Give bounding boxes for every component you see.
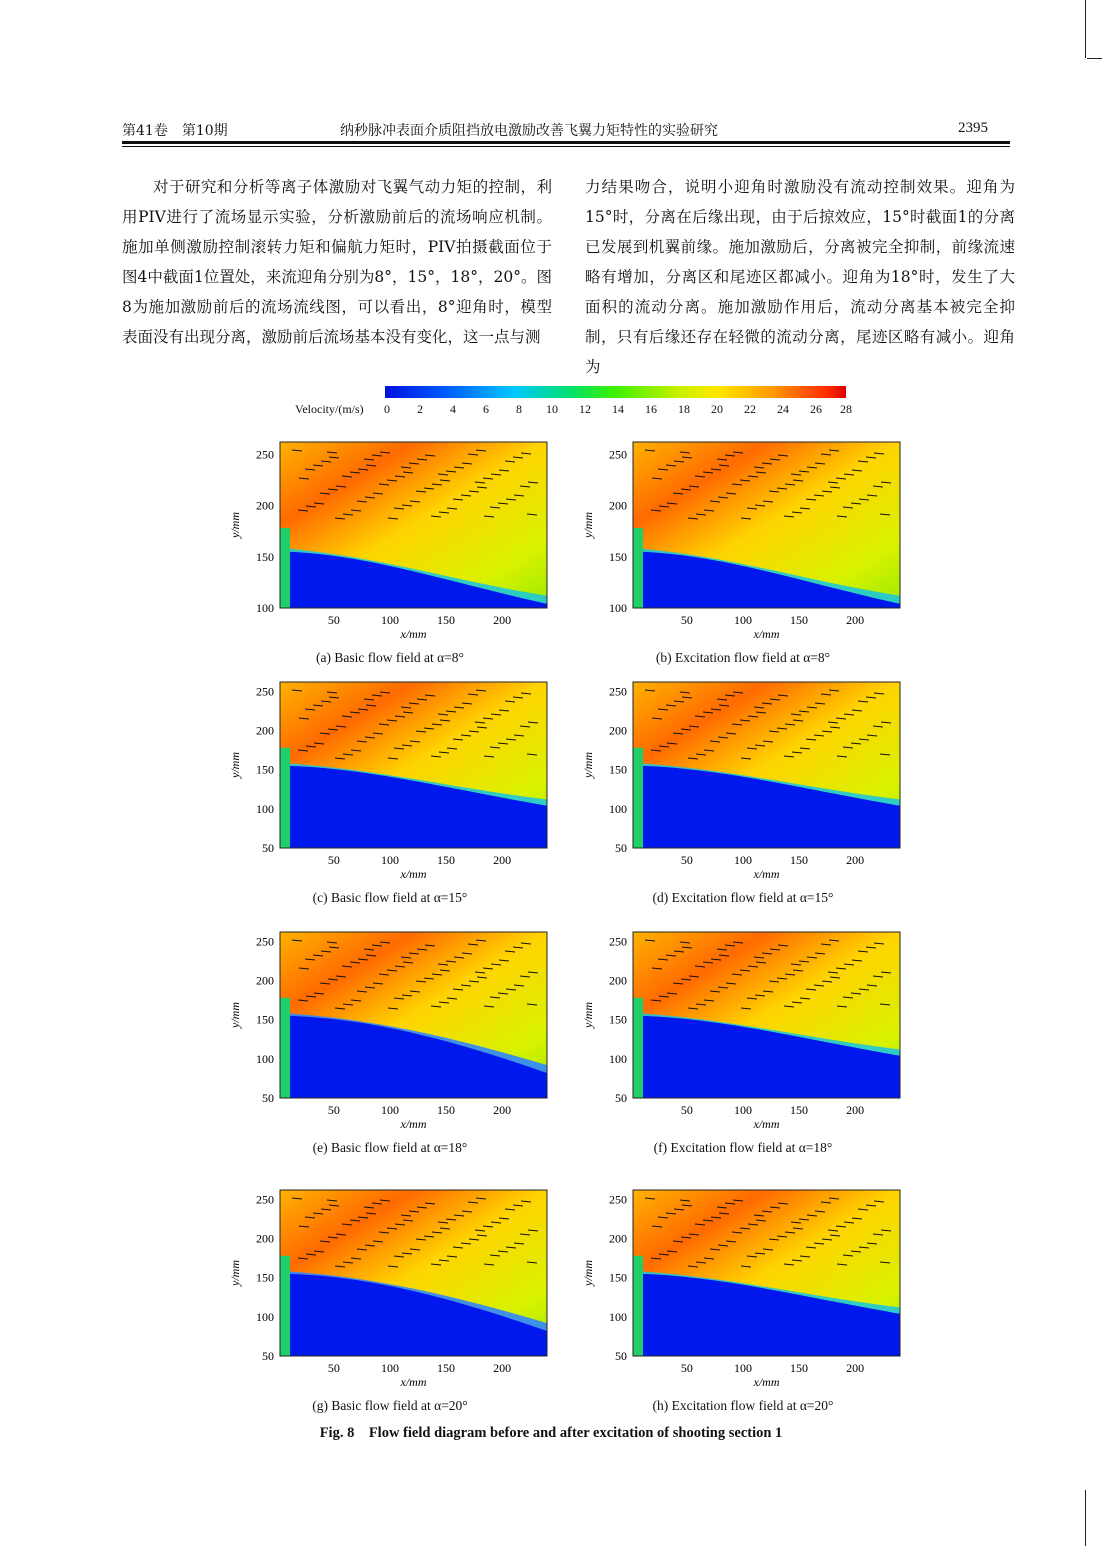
colorbar-tick: 0: [384, 402, 390, 416]
text-line: 还存在轻微的流动分离，尾迹区略有减小。迎角为: [585, 328, 1015, 376]
y-tick-label: 250: [609, 1192, 627, 1207]
velocity-contour-plot: [578, 678, 908, 898]
y-axis-label: y/mm: [581, 1260, 595, 1286]
y-tick-label: 50: [615, 841, 627, 855]
volume-issue: 第41卷 第10期: [122, 123, 228, 139]
running-title: 纳秒脉冲表面介质阻挡放电激励改善飞翼力矩特性的实验研究: [340, 123, 718, 139]
x-tick-label: 150: [790, 1361, 809, 1375]
y-tick-label: 200: [256, 1231, 274, 1246]
y-tick-label: 150: [609, 549, 627, 564]
x-axis-label: x/mm: [400, 627, 427, 641]
text-line: 的控制，利用PIV进行了流场显示实验，分析激励前: [122, 178, 552, 226]
x-axis-label: x/mm: [753, 627, 780, 641]
y-tick-label: 100: [256, 1309, 274, 1324]
y-tick-label: 200: [609, 1231, 627, 1246]
y-tick-label: 100: [609, 1309, 627, 1324]
panel-caption: (h) Excitation flow field at α=20°: [652, 1398, 834, 1413]
y-tick-label: 150: [256, 762, 274, 777]
text-line: 加激励作用后，流动分离基本被完全抑制，只有后缘: [585, 298, 1015, 346]
y-tick-label: 250: [609, 447, 627, 462]
y-tick-label: 250: [256, 447, 274, 462]
y-axis-label: y/mm: [228, 752, 242, 778]
x-tick-label: 50: [680, 1103, 693, 1117]
flow-panel: [225, 928, 555, 1178]
leading-edge-region: [633, 998, 643, 1098]
body-column-right: [585, 172, 1015, 382]
panel-caption: (a) Basic flow field at α=8°: [316, 650, 464, 665]
text-line: 后的流场响应机制。施加单侧激励控制滚转力矩和: [122, 208, 552, 256]
colorbar-tick: 24: [777, 402, 789, 416]
x-tick-label: 100: [380, 853, 399, 867]
x-tick-label: 200: [846, 1103, 865, 1117]
text-line: 力结果吻合，说明小迎角时激励没有流动控制效果。: [585, 178, 967, 196]
y-axis-label: y/mm: [228, 1002, 242, 1028]
x-tick-label: 200: [846, 613, 865, 627]
x-tick-label: 200: [846, 1361, 865, 1375]
flow-panel: [225, 438, 555, 688]
text-line: 偏航力矩时，PIV拍摄截面位于图4中截面1位置处，: [122, 238, 552, 286]
panel-caption: (g) Basic flow field at α=20°: [312, 1398, 468, 1413]
x-tick-label: 150: [437, 613, 456, 627]
text-line: 迎角为15°时，分离在后缘出现，由于后掠效应，15°时: [585, 178, 1015, 226]
x-tick-label: 100: [380, 1103, 399, 1117]
y-tick-label: 50: [615, 1091, 627, 1105]
x-tick-label: 150: [437, 1103, 456, 1117]
y-tick-label: 200: [609, 973, 627, 988]
colorbar-label: Velocity/(m/s): [295, 402, 364, 416]
panel-caption: (c) Basic flow field at α=15°: [312, 890, 468, 905]
y-tick-label: 150: [256, 1012, 274, 1027]
x-tick-label: 50: [680, 1361, 693, 1375]
y-tick-label: 100: [609, 601, 627, 615]
crop-mark-right: [1087, 58, 1102, 59]
x-tick-label: 50: [680, 853, 693, 867]
y-tick-label: 250: [609, 934, 627, 949]
colorbar-tick: 10: [546, 402, 558, 416]
leading-edge-region: [633, 528, 643, 608]
x-tick-label: 100: [380, 1361, 399, 1375]
x-tick-label: 50: [327, 1361, 340, 1375]
y-tick-label: 250: [609, 684, 627, 699]
x-tick-label: 150: [437, 1361, 456, 1375]
text-line: 出现分离，激励前后流场基本没有变化，这一点与测: [184, 328, 541, 346]
x-tick-label: 150: [790, 1103, 809, 1117]
y-tick-label: 50: [262, 1091, 274, 1105]
body-paragraph: [122, 172, 552, 352]
crop-mark-top: [1085, 0, 1086, 58]
y-tick-label: 200: [609, 723, 627, 738]
y-tick-label: 100: [609, 1051, 627, 1066]
colorbar-tick: 18: [678, 402, 690, 416]
y-tick-label: 250: [256, 684, 274, 699]
text-line: 被完全抑制，前缘流速略有增加，分离区和尾迹区都: [585, 238, 1015, 286]
x-tick-label: 100: [733, 1361, 752, 1375]
flow-panel: [225, 1186, 555, 1436]
x-tick-label: 100: [380, 613, 399, 627]
panel-caption: (b) Excitation flow field at α=8°: [655, 650, 831, 665]
y-axis-label: y/mm: [581, 752, 595, 778]
x-tick-label: 200: [493, 613, 512, 627]
x-axis-label: x/mm: [400, 867, 427, 881]
crop-mark-bottom: [1085, 1490, 1086, 1546]
y-tick-label: 50: [615, 1349, 627, 1363]
x-tick-label: 100: [733, 1103, 752, 1117]
text-line: 来流迎角分别为8°，15°，18°，20°。图8为施加激励前: [122, 268, 552, 316]
y-tick-label: 150: [609, 1270, 627, 1285]
colorbar-tick: 2: [417, 402, 423, 416]
panel-caption: (e) Basic flow field at α=18°: [312, 1140, 468, 1155]
panel-caption: (d) Excitation flow field at α=15°: [652, 890, 834, 905]
y-tick-label: 150: [609, 1012, 627, 1027]
x-tick-label: 50: [327, 1103, 340, 1117]
leading-edge-region: [280, 1256, 290, 1356]
velocity-contour-plot: [578, 438, 908, 658]
y-tick-label: 100: [609, 801, 627, 816]
x-tick-label: 200: [493, 1361, 512, 1375]
x-axis-label: x/mm: [753, 867, 780, 881]
x-tick-label: 100: [733, 613, 752, 627]
y-tick-label: 100: [256, 601, 274, 615]
text-line: 截面1的分离已发展到机翼前缘。施加激励后，分离: [585, 208, 1015, 256]
colorbar-tick: 4: [450, 402, 456, 416]
colorbar-tick: 28: [840, 402, 852, 416]
x-tick-label: 200: [493, 853, 512, 867]
flow-panel: [225, 678, 555, 928]
velocity-colorbar: [295, 382, 865, 422]
colorbar-tick: 22: [744, 402, 756, 416]
colorbar-tick: 20: [711, 402, 723, 416]
leading-edge-region: [280, 748, 290, 848]
y-axis-label: y/mm: [581, 1002, 595, 1028]
y-tick-label: 100: [256, 1051, 274, 1066]
header-rule-thin: [122, 146, 1010, 147]
flow-panel: [578, 678, 908, 928]
x-tick-label: 150: [437, 853, 456, 867]
y-axis-label: y/mm: [228, 1260, 242, 1286]
y-axis-label: y/mm: [581, 512, 595, 538]
x-axis-label: x/mm: [753, 1375, 780, 1389]
x-tick-label: 150: [790, 853, 809, 867]
velocity-contour-plot: [225, 1186, 555, 1406]
x-tick-label: 50: [327, 613, 340, 627]
body-paragraph: [585, 172, 1015, 382]
x-axis-label: x/mm: [400, 1375, 427, 1389]
colorbar-tick: 12: [579, 402, 591, 416]
x-tick-label: 100: [733, 853, 752, 867]
text-line: 对于研究和分析等离子体激励对飞翼气动力矩: [153, 178, 473, 196]
header-rule-thick: [122, 141, 1010, 144]
velocity-contour-plot: [225, 678, 555, 898]
leading-edge-region: [633, 1256, 643, 1356]
y-tick-label: 200: [609, 498, 627, 513]
y-tick-label: 250: [256, 1192, 274, 1207]
running-header: [122, 118, 1010, 142]
colorbar-tick: 26: [810, 402, 822, 416]
y-tick-label: 50: [262, 1349, 274, 1363]
x-axis-label: x/mm: [753, 1117, 780, 1131]
x-tick-label: 150: [790, 613, 809, 627]
body-column-left: [122, 172, 552, 352]
colorbar-gradient: [385, 386, 846, 398]
velocity-contour-plot: [578, 1186, 908, 1406]
y-tick-label: 150: [256, 549, 274, 564]
velocity-contour-plot: [225, 438, 555, 658]
colorbar-tick: 14: [612, 402, 624, 416]
y-tick-label: 200: [256, 723, 274, 738]
velocity-contour-plot: [225, 928, 555, 1148]
y-tick-label: 200: [256, 498, 274, 513]
leading-edge-region: [280, 998, 290, 1098]
leading-edge-region: [633, 748, 643, 848]
y-tick-label: 150: [256, 1270, 274, 1285]
flow-panel: [578, 1186, 908, 1436]
y-tick-label: 50: [262, 841, 274, 855]
colorbar-tick: 16: [645, 402, 657, 416]
y-tick-label: 150: [609, 762, 627, 777]
x-tick-label: 50: [680, 613, 693, 627]
x-tick-label: 200: [846, 853, 865, 867]
flow-panel: [578, 438, 908, 688]
flow-panel: [578, 928, 908, 1178]
y-axis-label: y/mm: [228, 512, 242, 538]
x-tick-label: 50: [327, 853, 340, 867]
x-tick-label: 200: [493, 1103, 512, 1117]
x-axis-label: x/mm: [400, 1117, 427, 1131]
colorbar-tick: 8: [516, 402, 522, 416]
page-number: 2395: [958, 120, 988, 136]
y-tick-label: 200: [256, 973, 274, 988]
velocity-contour-plot: [578, 928, 908, 1148]
text-line: 减小。迎角为18°时，发生了大面积的流动分离。施: [585, 268, 1015, 316]
text-line: 后的流场流线图，可以看出，8°迎角时，模型表面没有: [122, 298, 552, 346]
y-tick-label: 250: [256, 934, 274, 949]
figure-caption: Fig. 8 Flow field diagram before and after excitation of shooting section 1: [319, 1425, 783, 1441]
leading-edge-region: [280, 528, 290, 608]
panel-caption: (f) Excitation flow field at α=18°: [653, 1140, 833, 1155]
colorbar-tick: 6: [483, 402, 489, 416]
y-tick-label: 100: [256, 801, 274, 816]
